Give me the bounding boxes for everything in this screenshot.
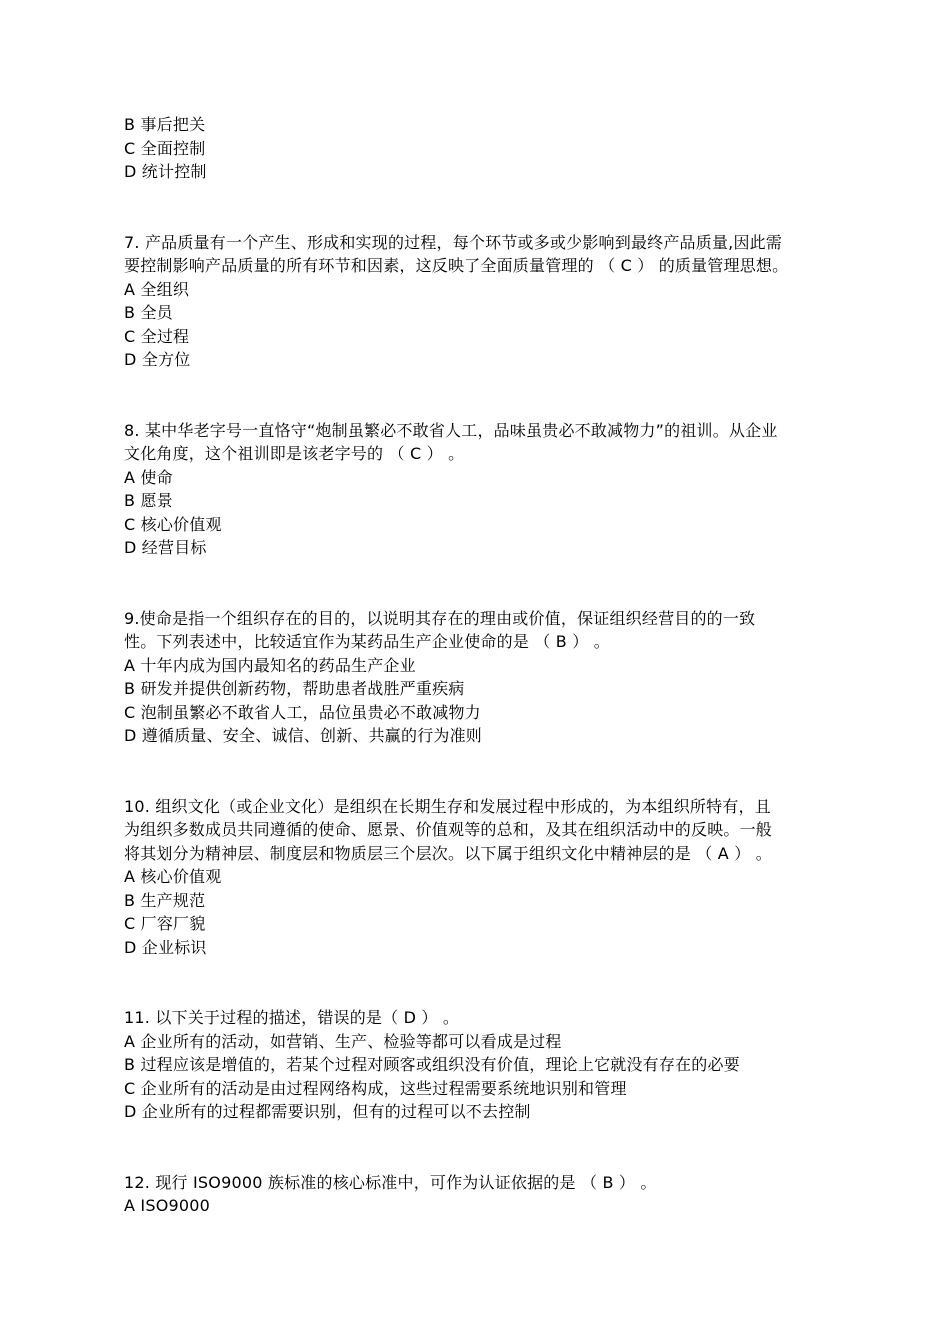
question-stem: 性。下列表述中，比较适宜作为某药品生产企业使命的是 （ B ） 。: [124, 632, 610, 651]
option-d: D 企业所有的过程都需要识别，但有的过程可以不去控制: [124, 1102, 531, 1121]
option-d: D 全方位: [124, 350, 191, 369]
option-b: B 全员: [124, 303, 173, 322]
option-c: C 企业所有的活动是由过程网络构成，这些过程需要系统地识别和管理: [124, 1078, 627, 1098]
option-b: B 愿景: [124, 491, 173, 510]
question-stem: 10. 组织文化（或企业文化）是组织在长期生存和发展过程中形成的，为本组织所特有，且: [124, 796, 771, 816]
option-b: B 过程应该是增值的，若某个过程对顾客或组织没有价值，理论上它就没有存在的必要: [124, 1055, 740, 1074]
option-c: C 核心价值观: [124, 514, 222, 534]
option-d: D 遵循质量、安全、诚信、创新、共赢的行为准则: [124, 726, 483, 745]
option-a: A 使命: [124, 467, 173, 487]
option-c: C 厂容厂貌: [124, 914, 206, 933]
option-b: B 生产规范: [124, 890, 206, 910]
option-d: D 统计控制: [124, 162, 207, 181]
document-page: [124, 113, 836, 1218]
option-b: B 事后把关: [124, 115, 206, 134]
question-stem: 要控制影响产品质量的所有环节和因素，这反映了全面质量管理的 （ C ） 的质量管理思想。: [124, 256, 789, 275]
question-12: [124, 1171, 836, 1218]
question-stem: 将其划分为精神层、制度层和物质层三个层次。以下属于组织文化中精神层的是 （ A ） 。: [124, 843, 772, 863]
question-stem: 8. 某中华老字号一直恪守“炮制虽繁必不敢省人工，品味虽贵必不敢减物力”的祖训。从企业: [124, 420, 778, 440]
question-stem: 7. 产品质量有一个产生、形成和实现的过程，每个环节或多或少影响到最终产品质量,因此需: [124, 232, 783, 252]
option-a: A ISO9000: [124, 1196, 211, 1215]
question-8: [124, 419, 836, 560]
question-9: [124, 607, 836, 748]
question-stem: 11. 以下关于过程的描述，错误的是（ D ） 。: [124, 1008, 460, 1027]
option-a: A 企业所有的活动，如营销、生产、检验等都可以看成是过程: [124, 1031, 562, 1051]
question-11: [124, 1006, 836, 1124]
option-b: B 研发并提供创新药物，帮助患者战胜严重疾病: [124, 679, 465, 698]
question-stem: 文化角度，这个祖训即是该老字号的 （ C ） 。: [124, 444, 465, 463]
option-d: D 企业标识: [124, 937, 207, 957]
question-stem: 12. 现行 ISO9000 族标准的核心标准中，可作为认证依据的是 （ B ） 。: [124, 1172, 657, 1192]
option-c: C 全面控制: [124, 138, 206, 158]
question-10: [124, 795, 836, 960]
option-a: A 核心价值观: [124, 867, 222, 886]
lead-options: [124, 113, 836, 184]
question-stem: 为组织多数成员共同遵循的使命、愿景、价值观等的总和，及其在组织活动中的反映。一般: [124, 820, 773, 839]
option-a: A 十年内成为国内最知名的药品生产企业: [124, 655, 416, 675]
question-7: [124, 231, 836, 372]
question-stem: 9.使命是指一个组织存在的目的，以说明其存在的理由或价值，保证组织经营目的的一致: [124, 608, 756, 628]
option-d: D 经营目标: [124, 538, 207, 557]
option-a: A 全组织: [124, 279, 190, 299]
option-c: C 全过程: [124, 326, 190, 346]
option-c: C 泡制虽繁必不敢省人工，品位虽贵必不敢减物力: [124, 702, 481, 722]
